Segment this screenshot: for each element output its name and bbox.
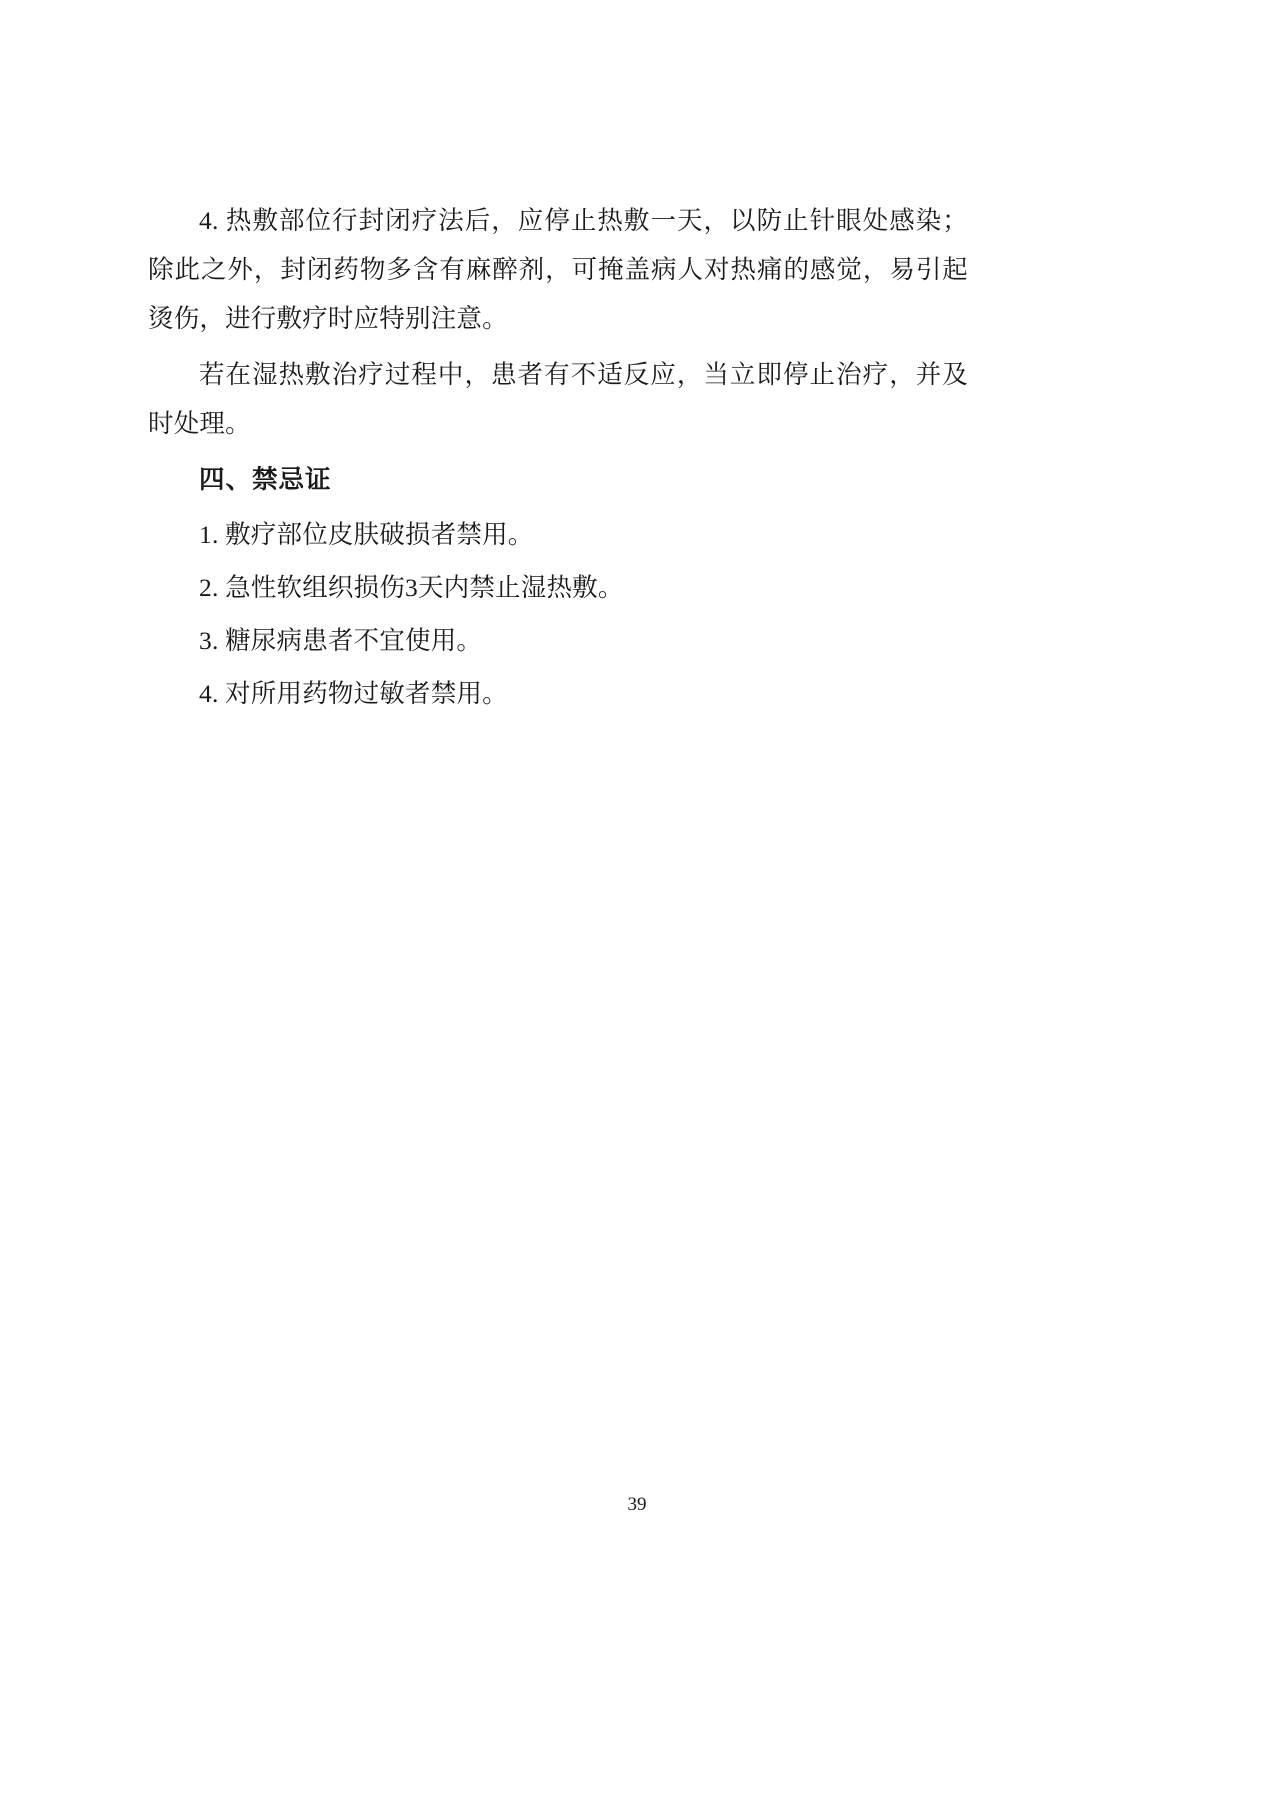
list-item: 4. 对所用药物过敏者禁用。	[199, 679, 508, 708]
section-heading-contraindications: 四、禁忌证	[199, 465, 332, 494]
list-item: 3. 糖尿病患者不宜使用。	[199, 626, 483, 655]
page-content	[148, 196, 968, 722]
list-item: 2. 急性软组织损伤3天内禁止湿热敷。	[199, 573, 624, 602]
paragraph-note-4: 4. 热敷部位行封闭疗法后，应停止热敷一天，以防止针眼处感染；除此之外，封闭药物多含有麻醉剂，可掩盖病人对热痛的感觉，易引起烫伤，进行敷疗时应特别注意。	[148, 206, 968, 333]
list-item: 1. 敷疗部位皮肤破损者禁用。	[199, 520, 534, 549]
page-number: 39	[627, 1494, 647, 1515]
paragraph-note-general: 若在湿热敷治疗过程中，患者有不适反应，当立即停止治疗，并及时处理。	[148, 360, 968, 438]
